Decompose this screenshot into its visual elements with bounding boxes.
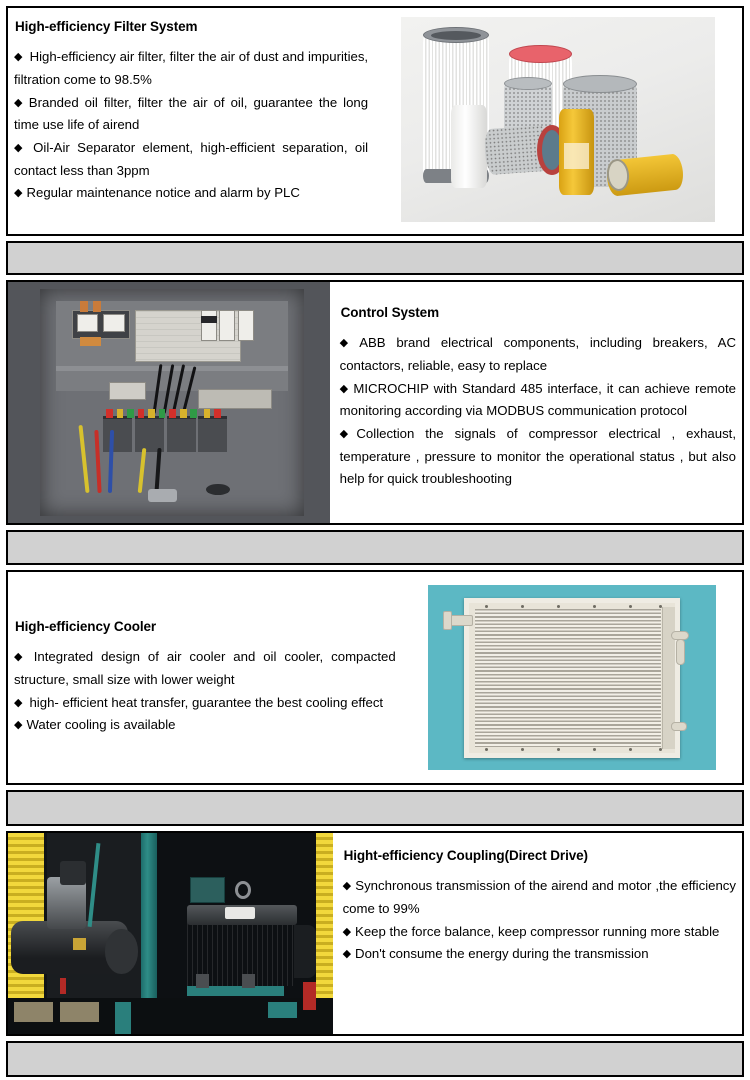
cooler-photo — [428, 585, 716, 770]
cooler-bullet-2: ◆ high- efficient heat transfer, guarantee the best cooling effect — [14, 692, 396, 715]
filter-bullet-4: ◆ Regular maintenance notice and alarm by PLC — [14, 182, 368, 205]
filter-section-title: High-efficiency Filter System — [15, 19, 198, 34]
coupling-bullet-list — [343, 875, 736, 966]
section-coupling — [6, 831, 744, 1036]
coupling-text-column — [333, 833, 742, 1034]
filter-bullet-2: ◆ Branded oil filter, filter the air of oil, guarantee the long time use life of airend — [14, 92, 368, 137]
coupling-bullet-1: ◆ Synchronous transmission of the airend and motor ,the efficiency come to 99% — [343, 875, 736, 920]
control-image-column — [8, 282, 330, 523]
coupling-bullet-2: ◆ Keep the force balance, keep compressor running more stable — [343, 921, 736, 944]
cooler-section-title: High-efficiency Cooler — [15, 618, 157, 634]
control-bullet-3: ◆ Collection the signals of compressor electrical , exhaust, temperature , pressure to monitor the operational status , but also help for quick troubleshooting — [340, 423, 736, 491]
section-control-system — [6, 280, 744, 525]
cooler-bullet-1: ◆ Integrated design of air cooler and oil cooler, compacted structure, small size with lower weight — [14, 646, 396, 691]
coupling-photo — [8, 833, 333, 1034]
cooler-bullet-list — [14, 646, 396, 737]
section-cooler — [6, 570, 744, 785]
control-bullet-1: ◆ ABB brand electrical components, including breakers, AC contactors, reliable, easy to replace — [340, 332, 736, 377]
filter-bullet-list — [14, 46, 368, 205]
filter-bullet-3: ◆ Oil-Air Separator element, high-efficient separation, oil contact less than 3ppm — [14, 137, 368, 182]
cooler-text-column — [8, 572, 402, 783]
control-bullet-2: ◆ MICROCHIP with Standard 485 interface, it can achieve remote monitoring according via MODBUS communication protocol — [340, 378, 736, 423]
section-filter-system — [6, 6, 744, 236]
coupling-image-column — [8, 833, 333, 1034]
filter-elements-photo — [401, 17, 715, 222]
divider-bar-2 — [6, 530, 744, 565]
cooler-bullet-3: ◆ Water cooling is available — [14, 714, 396, 737]
cooler-image-column — [402, 572, 742, 783]
divider-bar-3 — [6, 790, 744, 826]
divider-bar-1 — [6, 241, 744, 275]
control-text-column — [330, 282, 742, 523]
control-section-title: Control System — [340, 305, 439, 320]
control-bullet-list — [340, 332, 736, 491]
coupling-section-title: Hight-efficiency Coupling(Direct Drive) — [343, 848, 588, 863]
coupling-bullet-3: ◆ Don't consume the energy during the transmission — [343, 943, 736, 966]
control-panel-photo — [8, 282, 330, 523]
filter-text-column — [8, 8, 374, 234]
divider-bar-4 — [6, 1041, 744, 1077]
filter-image-column — [374, 8, 742, 234]
filter-bullet-1: ◆ High-efficiency air filter, filter the air of dust and impurities, filtration come to 98.5% — [14, 46, 368, 91]
